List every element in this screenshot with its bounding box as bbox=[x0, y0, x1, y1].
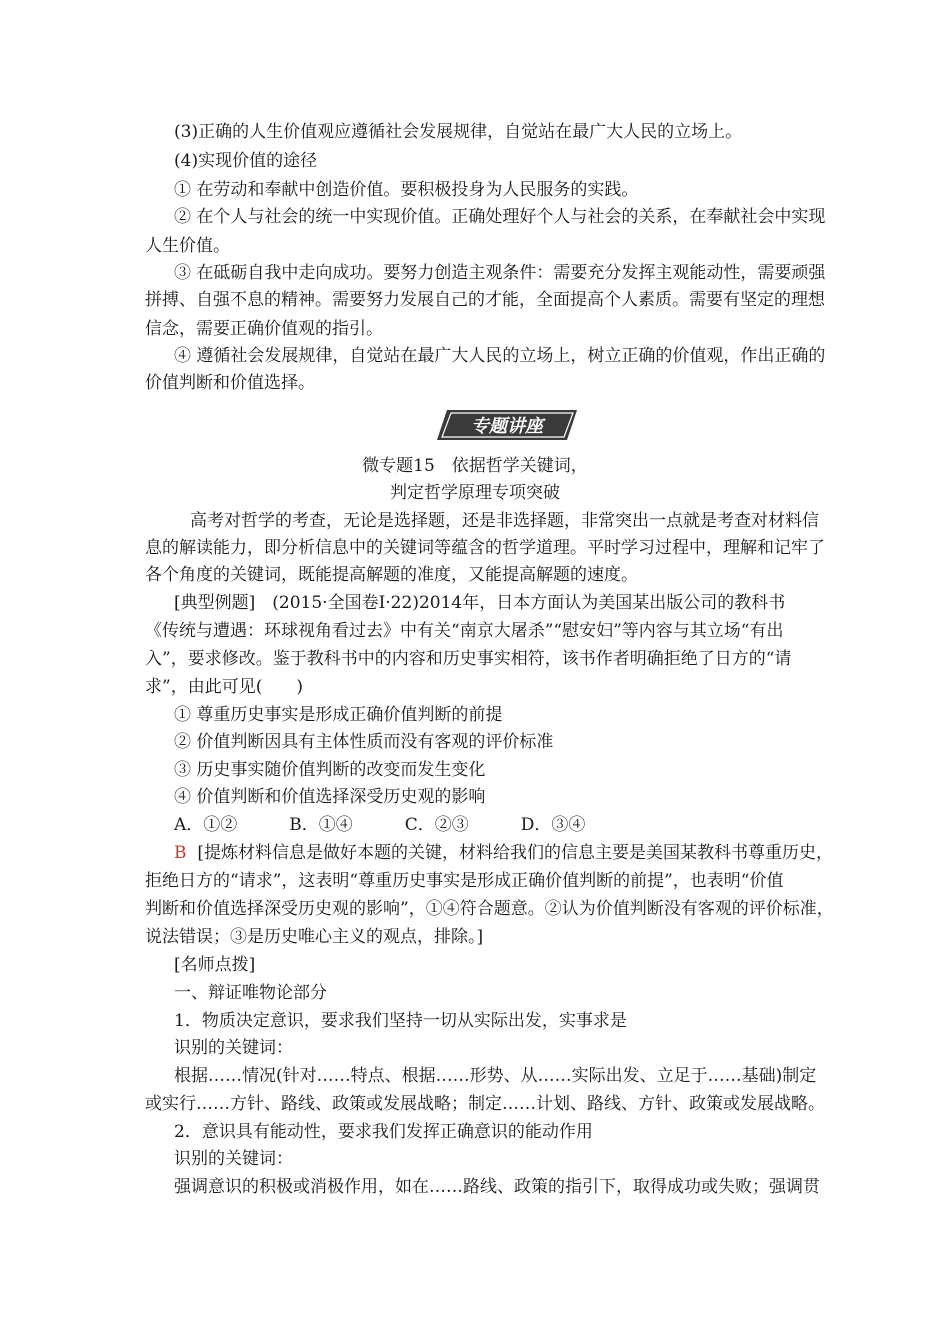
tips-point-title: 2．意识具有能动性，要求我们发挥正确意识的能动作用 bbox=[174, 1122, 593, 1142]
paragraph-line: ③ 在砥砺自我中走向成功。要努力创造主观条件：需要充分发挥主观能动性，需要顽强 bbox=[174, 263, 826, 283]
paragraph-line: 拼搏、自强不息的精神。需要努力发展自己的才能，全面提高个人素质。需要有坚定的理想 bbox=[145, 290, 825, 310]
paragraph-line: (3)正确的人生价值观应遵循社会发展规律，自觉站在最广大人民的立场上。 bbox=[174, 122, 743, 142]
example-line: [典型例题] (2015·全国卷Ⅰ·22)2014年，日本方面认为美国某出版公司的教科书 bbox=[174, 593, 786, 613]
paragraph-line: ④ 遵循社会发展规律，自觉站在最广大人民的立场上，树立正确的价值观，作出正确的 bbox=[174, 346, 826, 366]
statement-item: ② 价值判断因具有主体性质而没有客观的评价标准 bbox=[174, 732, 554, 752]
paragraph-line: 价值判断和价值选择。 bbox=[145, 373, 315, 393]
option-b: B．①④ bbox=[289, 815, 353, 835]
intro-line: 高考对哲学的考查，无论是选择题，还是非选择题，非常突出一点就是考查对材料信 bbox=[190, 511, 819, 531]
section-banner bbox=[437, 408, 577, 442]
banner-label: 专题讲座 bbox=[471, 416, 543, 437]
option-a: A．①② bbox=[174, 815, 238, 835]
tips-keyword-label: 识别的关键词： bbox=[174, 1038, 293, 1058]
explanation-line bbox=[174, 842, 833, 864]
topic-title: 微专题15 依据哲学关键词， bbox=[362, 456, 588, 476]
example-line: 《传统与遭遇：环球视角看过去》中有关“南京大屠杀”“慰安妇”等内容与其立场“有出 bbox=[145, 621, 784, 641]
tips-line: 强调意识的积极或消极作用，如在……路线、政策的指引下，取得成功或失败；强调贯 bbox=[174, 1177, 820, 1197]
paragraph-line: 人生价值。 bbox=[145, 236, 230, 256]
explanation-line: 拒绝日方的“请求”，这表明“尊重历史事实是形成正确价值判断的前提”，也表明“价值 bbox=[145, 871, 784, 891]
statement-item: ③ 历史事实随价值判断的改变而发生变化 bbox=[174, 760, 486, 780]
statement-item: ① 尊重历史事实是形成正确价值判断的前提 bbox=[174, 705, 503, 725]
paragraph-line: ② 在个人与社会的统一中实现价值。正确处理好个人与社会的关系，在奉献社会中实现 bbox=[174, 207, 826, 227]
tips-keyword-label: 识别的关键词： bbox=[174, 1149, 293, 1169]
example-line: 入”，要求修改。鉴于教科书中的内容和历史事实相符，该书作者明确拒绝了日方的“请 bbox=[145, 649, 792, 669]
tips-point-title: 1．物质决定意识，要求我们坚持一切从实际出发，实事求是 bbox=[174, 1011, 627, 1031]
paragraph-line: 信念，需要正确价值观的指引。 bbox=[145, 319, 383, 339]
topic-subtitle: 判定哲学原理专项突破 bbox=[390, 483, 560, 503]
paragraph-line: ① 在劳动和奉献中创造价值。要积极投身为人民服务的实践。 bbox=[174, 180, 639, 200]
tips-line: 或实行……方针、路线、政策或发展战略；制定……计划、路线、方针、政策或发展战略。 bbox=[145, 1094, 825, 1114]
explanation-line: 说法错误；③是历史唯心主义的观点，排除。] bbox=[145, 927, 484, 947]
answer-letter: B bbox=[174, 843, 187, 863]
tips-line: 根据……情况(针对……特点、根据……形势、从……实际出发、立足于……基础)制定 bbox=[174, 1066, 817, 1086]
example-line: 求”，由此可见( ) bbox=[145, 677, 303, 697]
explanation-text: [提炼材料信息是做好本题的关键，材料给我们的信息主要是美国某教科书尊重历史， bbox=[197, 843, 833, 863]
intro-line: 各个角度的关键词，既能提高解题的准度，又能提高解题的速度。 bbox=[145, 565, 638, 585]
option-d: D．③④ bbox=[520, 815, 586, 835]
statement-item: ④ 价值判断和价值选择深受历史观的影响 bbox=[174, 787, 486, 807]
answer-options bbox=[174, 814, 585, 836]
explanation-line: 判断和价值选择深受历史观的影响”，①④符合题意。②认为价值判断没有客观的评价标准， bbox=[145, 899, 834, 919]
paragraph-line: (4)实现价值的途径 bbox=[174, 151, 318, 171]
tips-heading: [名师点拨] bbox=[174, 955, 256, 975]
option-c: C．②③ bbox=[404, 815, 469, 835]
tips-part: 一、辩证唯物论部分 bbox=[174, 983, 327, 1003]
intro-line: 息的解读能力，即分析信息中的关键词等蕴含的哲学道理。平时学习过程中，理解和记牢了 bbox=[145, 538, 825, 558]
